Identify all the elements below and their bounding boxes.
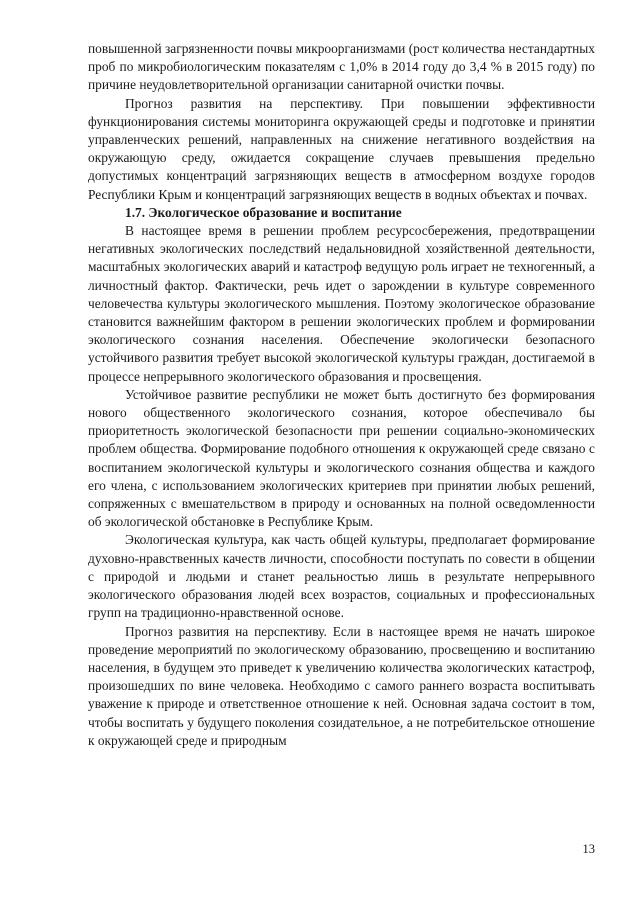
paragraph-sustainable-development: Устойчивое развитие республики не может быть достигнуто без формирования нового общественного экологического сознания, которое обеспечивало бы приоритетность экологической безопасности при решении социально-экономических проблем общества. Формирование подобного отношения к окружающей среде связано с воспитанием экологической культуры и экологического сознания общества и каждого его члена, с использованием экологических критериев при принятии любых решений, сопряженных с вмешательством в природу и основанных на полной осведомленности об экологической обстановке в Республике Крым.	[88, 386, 595, 530]
paragraph-education-forecast: Прогноз развития на перспективу. Если в настоящее время не начать широкое проведение мероприятий по экологическому образованию, просвещению и воспитанию населения, в будущем это приведет к увеличению количества экологических катастроф, произошедших по вине человека. Необходимо с самого раннего возраста воспитывать уважение к природе и ответственное отношение к ней. Основная задача состоит в том, чтобы воспитать у будущего поколения созидательное, а не потребительское отношение к окружающей среде и природным	[88, 623, 595, 748]
paragraph-ecological-culture: Экологическая культура, как часть общей культуры, предполагает формирование духовно-нравственных качеств личности, способности поступать по совести в общении с природой и людьми и станет реальностью лишь в результате непрерывного экологического образования людей всех возрастов, социальных и профессиональных групп на традиционно-нравственной основе.	[88, 532, 595, 621]
paragraph-soil-contamination: повышенной загрязненности почвы микроорганизмами (рост количества нестандартных проб по микробиологическим показателям с 1,0% в 2014 году до 3,4 % в 2015 году) по причине неудовлетворительной организации санитарной очистки почвы.	[88, 41, 595, 93]
section-heading: 1.7. Экологическое образование и воспитание	[125, 204, 402, 220]
paragraph-resource-saving: В настоящее время в решении проблем ресурсосбережения, предотвращении негативных экологических последствий недальновидной хозяйственной деятельности, масштабных экологических аварий и катастроф ведущую роль играет не техногенный, а личностный фактор. Фактически, речь идет о зарождении в культуре современного человечества культуры экологического мышления. Поэтому экологическое образование становится важнейшим фактором в решении экологических проблем и формировании экологического сознания населения. Обеспечение экологически безопасного устойчивого развития требует высокой экологической культуры граждан, достигаемой в процессе непрерывного экологического образования и просвещения.	[88, 223, 595, 384]
page-number: 13	[582, 842, 595, 856]
paragraph-monitoring-forecast: Прогноз развития на перспективу. При повышении эффективности функционирования системы мониторинга окружающей среды и подготовке и принятии управленческих решений, направленных на снижение негативного воздействия на окружающую среду, ожидается сокращение случаев превышения предельно допустимых концентраций загрязняющих веществ в атмосферном воздухе городов Республики Крым и концентраций загрязняющих веществ в водных объектах и почвах.	[88, 95, 595, 202]
